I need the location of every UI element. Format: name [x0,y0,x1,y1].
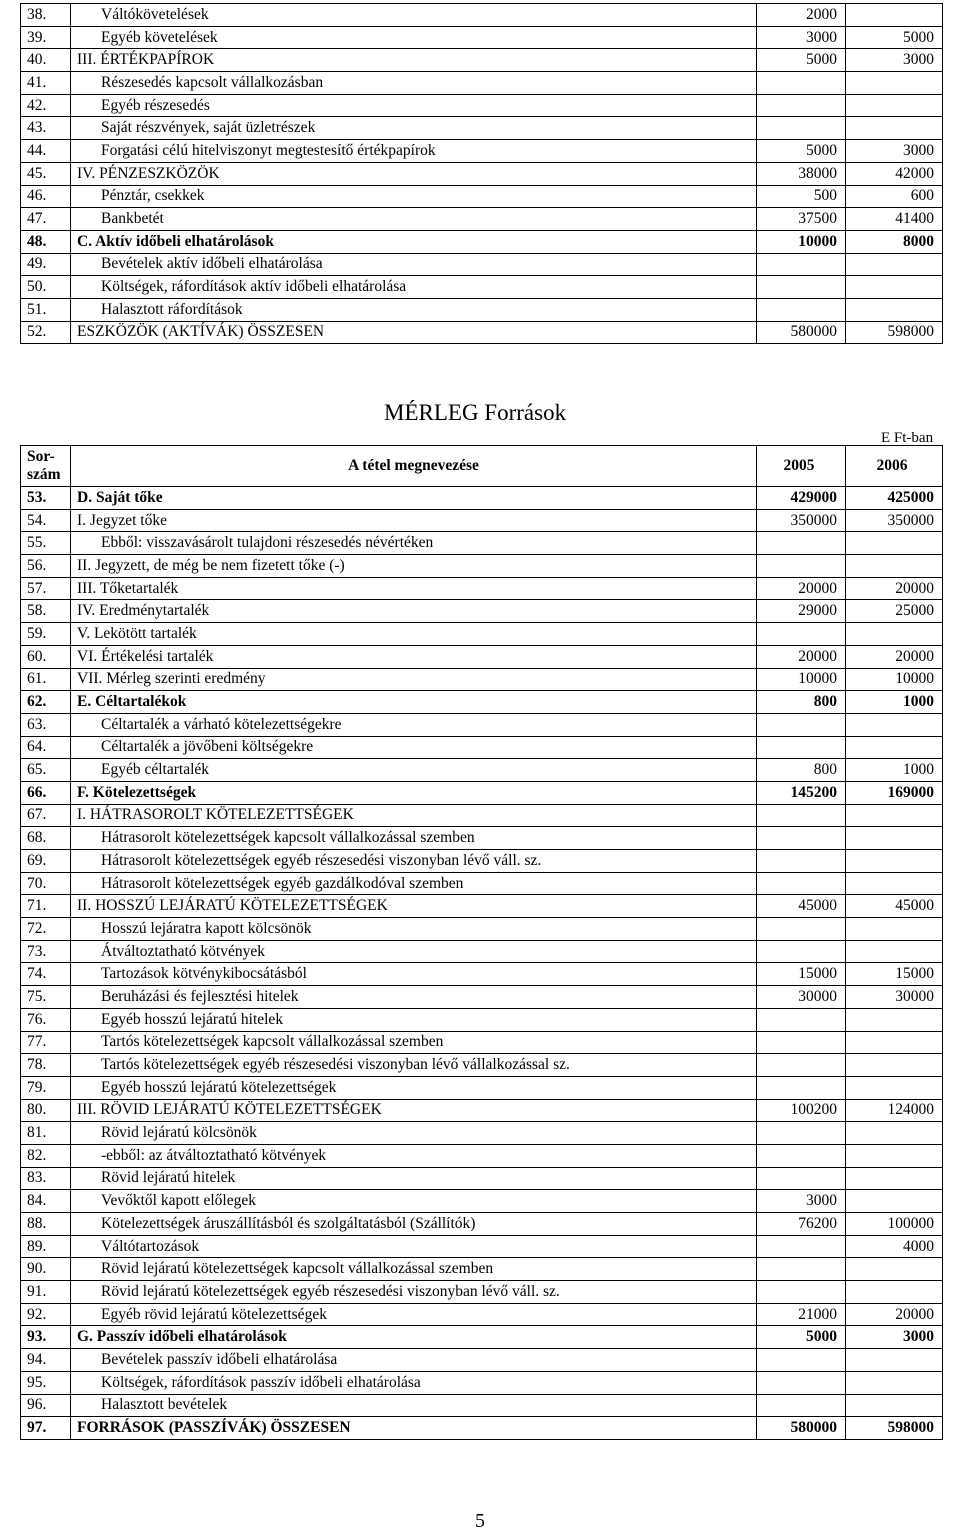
row-value-2005 [757,298,846,321]
row-value-2006: 41400 [846,208,943,231]
row-label: Tartós kötelezettségek egyéb részesedési viszonyban lévő vállalkozással sz. [71,1054,757,1077]
row-value-2006: 30000 [846,986,943,1009]
table-row [21,49,943,72]
row-label: G. Passzív időbeli elhatárolások [71,1326,757,1349]
row-value-2006 [846,713,943,736]
row-value-2006: 598000 [846,321,943,344]
row-value-2006 [846,736,943,759]
header-item-name: A tétel megnevezése [71,446,757,487]
row-label: Céltartalék a várható kötelezettségekre [71,713,757,736]
header-year-1: 2005 [757,446,846,487]
table-row [21,781,943,804]
row-number: 75. [21,986,71,1009]
row-label: F. Kötelezettségek [71,781,757,804]
table-row [21,208,943,231]
row-number: 66. [21,781,71,804]
row-label: Rövid lejáratú hitelek [71,1167,757,1190]
row-value-2005: 29000 [757,600,846,623]
row-value-2005: 45000 [757,895,846,918]
row-value-2005 [757,532,846,555]
row-value-2005: 20000 [757,577,846,600]
table-row [21,1076,943,1099]
row-number: 72. [21,918,71,941]
row-label: Saját részvények, saját üzletrészek [71,117,757,140]
row-value-2005: 5000 [757,140,846,163]
row-value-2005 [757,1349,846,1372]
row-label: Beruházási és fejlesztési hitelek [71,986,757,1009]
row-label: Bevételek passzív időbeli elhatárolása [71,1349,757,1372]
row-value-2005: 145200 [757,781,846,804]
table-row [21,623,943,646]
row-value-2005 [757,804,846,827]
row-label: Átváltoztatható kötvények [71,940,757,963]
row-label: Költségek, ráfordítások aktív időbeli elhatárolása [71,276,757,299]
row-number: 73. [21,940,71,963]
table-row [21,1031,943,1054]
row-value-2005: 580000 [757,1417,846,1440]
table-row [21,1122,943,1145]
row-label: Egyéb rövid lejáratú kötelezettségek [71,1303,757,1326]
row-number: 46. [21,185,71,208]
row-label: Rövid lejáratú kölcsönök [71,1122,757,1145]
row-label: Rövid lejáratú kötelezettségek egyéb részesedési viszonyban lévő váll. sz. [71,1281,757,1304]
table-row [21,736,943,759]
row-number: 47. [21,208,71,231]
row-number: 68. [21,827,71,850]
row-value-2005 [757,1394,846,1417]
row-value-2006 [846,850,943,873]
row-value-2006 [846,940,943,963]
row-value-2006: 15000 [846,963,943,986]
table-row [21,276,943,299]
row-value-2005 [757,736,846,759]
row-number: 50. [21,276,71,299]
table-row [21,1099,943,1122]
row-number: 52. [21,321,71,344]
row-number: 54. [21,509,71,532]
table-row [21,298,943,321]
table-row [21,1349,943,1372]
table-row [21,1281,943,1304]
row-label: C. Aktív időbeli elhatárolások [71,230,757,253]
row-number: 42. [21,94,71,117]
row-value-2006: 598000 [846,1417,943,1440]
row-label: Hátrasorolt kötelezettségek kapcsolt vállalkozással szemben [71,827,757,850]
row-value-2005 [757,555,846,578]
row-value-2006: 4000 [846,1235,943,1258]
row-value-2006: 3000 [846,49,943,72]
row-number: 79. [21,1076,71,1099]
row-number: 49. [21,253,71,276]
row-value-2006: 5000 [846,26,943,49]
row-value-2005: 10000 [757,668,846,691]
row-label: V. Lekötött tartalék [71,623,757,646]
row-label: Bevételek aktív időbeli elhatárolása [71,253,757,276]
table-row [21,555,943,578]
table-row [21,1235,943,1258]
row-label: Váltókövetelések [71,4,757,27]
row-number: 92. [21,1303,71,1326]
row-value-2006 [846,918,943,941]
row-number: 96. [21,1394,71,1417]
row-number: 59. [21,623,71,646]
row-number: 89. [21,1235,71,1258]
table-row [21,4,943,27]
row-number: 76. [21,1008,71,1031]
row-label: VI. Értékelési tartalék [71,645,757,668]
table-row [21,185,943,208]
row-value-2005 [757,94,846,117]
row-value-2005: 580000 [757,321,846,344]
row-value-2006: 1000 [846,759,943,782]
row-value-2006: 8000 [846,230,943,253]
row-value-2005: 800 [757,759,846,782]
row-value-2006: 42000 [846,162,943,185]
row-label: Tartozások kötvénykibocsátásból [71,963,757,986]
row-label: Céltartalék a jövőbeni költségekre [71,736,757,759]
table-row [21,253,943,276]
row-value-2006: 100000 [846,1213,943,1236]
row-label: Költségek, ráfordítások passzív időbeli elhatárolása [71,1371,757,1394]
row-value-2005 [757,1122,846,1145]
row-label: VII. Mérleg szerinti eredmény [71,668,757,691]
row-value-2005 [757,253,846,276]
row-value-2005 [757,1235,846,1258]
row-value-2006 [846,94,943,117]
page-title: MÉRLEG Források [384,400,567,425]
row-value-2006 [846,1144,943,1167]
row-number: 62. [21,691,71,714]
row-value-2005: 429000 [757,487,846,510]
row-number: 97. [21,1417,71,1440]
row-value-2005: 800 [757,691,846,714]
table-row [21,918,943,941]
row-value-2006: 350000 [846,509,943,532]
row-value-2006 [846,555,943,578]
row-number: 65. [21,759,71,782]
row-number: 69. [21,850,71,873]
row-value-2005: 37500 [757,208,846,231]
row-value-2006 [846,532,943,555]
row-value-2005 [757,1258,846,1281]
row-number: 91. [21,1281,71,1304]
table-row [21,1144,943,1167]
row-number: 57. [21,577,71,600]
row-label: Váltótartozások [71,1235,757,1258]
table-row [21,600,943,623]
row-number: 94. [21,1349,71,1372]
row-value-2006 [846,276,943,299]
row-label: Ebből: visszavásárolt tulajdoni részesedés névértéken [71,532,757,555]
row-number: 71. [21,895,71,918]
row-number: 45. [21,162,71,185]
row-number: 44. [21,140,71,163]
row-value-2005: 30000 [757,986,846,1009]
row-value-2005 [757,827,846,850]
table-row [21,140,943,163]
table-row [21,895,943,918]
table-row [21,1326,943,1349]
row-value-2005: 5000 [757,49,846,72]
row-number: 74. [21,963,71,986]
table-row [21,117,943,140]
row-value-2005 [757,1371,846,1394]
row-value-2006: 600 [846,185,943,208]
row-value-2006 [846,1076,943,1099]
row-label: III. Tőketartalék [71,577,757,600]
table-row [21,1190,943,1213]
table-row [21,668,943,691]
row-label: Forgatási célú hitelviszonyt megtestesítő értékpapírok [71,140,757,163]
table-row [21,1394,943,1417]
row-number: 41. [21,72,71,95]
row-label: Bankbetét [71,208,757,231]
row-number: 83. [21,1167,71,1190]
row-value-2005: 100200 [757,1099,846,1122]
row-label: Rövid lejáratú kötelezettségek kapcsolt vállalkozással szemben [71,1258,757,1281]
unit-label: E Ft-ban [881,430,934,446]
row-label: Egyéb céltartalék [71,759,757,782]
row-label: I. HÁTRASOROLT KÖTELEZETTSÉGEK [71,804,757,827]
table-row [21,230,943,253]
row-label: IV. PÉNZESZKÖZÖK [71,162,757,185]
row-value-2006 [846,872,943,895]
row-number: 61. [21,668,71,691]
row-label: Hátrasorolt kötelezettségek egyéb részesedési viszonyban lévő váll. sz. [71,850,757,873]
row-value-2006 [846,117,943,140]
header-year-2: 2006 [846,446,943,487]
row-value-2005: 500 [757,185,846,208]
table-row [21,713,943,736]
row-label: Halasztott bevételek [71,1394,757,1417]
row-number: 39. [21,26,71,49]
row-label: Egyéb követelések [71,26,757,49]
row-number: 51. [21,298,71,321]
row-number: 67. [21,804,71,827]
row-number: 78. [21,1054,71,1077]
row-value-2006 [846,1031,943,1054]
row-value-2006 [846,827,943,850]
row-number: 58. [21,600,71,623]
row-label: Egyéb hosszú lejáratú kötelezettségek [71,1076,757,1099]
row-value-2006: 25000 [846,600,943,623]
row-value-2005: 21000 [757,1303,846,1326]
table-row [21,986,943,1009]
table-row [21,691,943,714]
row-label: Egyéb részesedés [71,94,757,117]
table-row [21,872,943,895]
row-value-2006: 20000 [846,577,943,600]
page-number: 5 [475,1510,485,1532]
row-value-2006 [846,623,943,646]
row-value-2005 [757,1281,846,1304]
table-row [21,827,943,850]
row-label: -ebből: az átváltoztatható kötvények [71,1144,757,1167]
table-row [21,1054,943,1077]
table-row [21,321,943,344]
row-value-2006: 45000 [846,895,943,918]
row-value-2006 [846,1349,943,1372]
row-number: 38. [21,4,71,27]
row-value-2006: 1000 [846,691,943,714]
row-label: ESZKÖZÖK (AKTÍVÁK) ÖSSZESEN [71,321,757,344]
row-value-2006 [846,1190,943,1213]
row-label: III. RÖVID LEJÁRATÚ KÖTELEZETTSÉGEK [71,1099,757,1122]
row-value-2005: 20000 [757,645,846,668]
row-label: FORRÁSOK (PASSZÍVÁK) ÖSSZESEN [71,1417,757,1440]
table-row [21,487,943,510]
row-value-2005: 15000 [757,963,846,986]
row-label: Hátrasorolt kötelezettségek egyéb gazdálkodóval szemben [71,872,757,895]
row-number: 82. [21,1144,71,1167]
row-value-2006: 20000 [846,645,943,668]
row-value-2005 [757,117,846,140]
row-number: 64. [21,736,71,759]
row-value-2005 [757,72,846,95]
row-value-2006 [846,1371,943,1394]
table-row [21,1371,943,1394]
table-row [21,1008,943,1031]
row-value-2005: 3000 [757,1190,846,1213]
row-value-2005: 2000 [757,4,846,27]
row-value-2006 [846,1167,943,1190]
row-number: 84. [21,1190,71,1213]
row-value-2005 [757,623,846,646]
table-row [21,72,943,95]
row-number: 93. [21,1326,71,1349]
row-value-2005: 38000 [757,162,846,185]
row-value-2005 [757,1008,846,1031]
row-number: 95. [21,1371,71,1394]
table-row [21,963,943,986]
row-value-2005: 76200 [757,1213,846,1236]
row-value-2006: 3000 [846,140,943,163]
row-number: 63. [21,713,71,736]
table-row [21,1303,943,1326]
table-row [21,1213,943,1236]
row-value-2006: 20000 [846,1303,943,1326]
table-row [21,94,943,117]
row-value-2005 [757,872,846,895]
row-value-2005: 3000 [757,26,846,49]
table-row [21,577,943,600]
row-label: III. ÉRTÉKPAPÍROK [71,49,757,72]
liabilities-table [20,445,943,1440]
row-value-2006 [846,1008,943,1031]
row-number: 55. [21,532,71,555]
row-label: Halasztott ráfordítások [71,298,757,321]
row-number: 88. [21,1213,71,1236]
row-value-2006: 10000 [846,668,943,691]
row-number: 48. [21,230,71,253]
row-number: 70. [21,872,71,895]
row-value-2006 [846,72,943,95]
table-row [21,162,943,185]
table-row [21,759,943,782]
row-value-2005 [757,1144,846,1167]
row-label: Egyéb hosszú lejáratú hitelek [71,1008,757,1031]
row-label: Vevőktől kapott előlegek [71,1190,757,1213]
row-value-2005: 5000 [757,1326,846,1349]
table-row [21,26,943,49]
table-row [21,509,943,532]
row-value-2005 [757,1076,846,1099]
row-number: 90. [21,1258,71,1281]
row-label: Kötelezettségek áruszállításból és szolgáltatásból (Szállítók) [71,1213,757,1236]
row-value-2006 [846,298,943,321]
row-label: Hosszú lejáratra kapott kölcsönök [71,918,757,941]
row-value-2005: 350000 [757,509,846,532]
row-label: Pénztár, csekkek [71,185,757,208]
row-number: 80. [21,1099,71,1122]
assets-table [20,3,943,344]
row-value-2006: 425000 [846,487,943,510]
table-header [21,446,943,487]
row-label: II. HOSSZÚ LEJÁRATÚ KÖTELEZETTSÉGEK [71,895,757,918]
row-value-2005 [757,713,846,736]
row-number: 40. [21,49,71,72]
row-value-2005 [757,918,846,941]
table-row [21,1167,943,1190]
table-row [21,850,943,873]
row-number: 81. [21,1122,71,1145]
row-label: E. Céltartalékok [71,691,757,714]
row-value-2006 [846,253,943,276]
row-label: IV. Eredménytartalék [71,600,757,623]
row-number: 53. [21,487,71,510]
row-value-2005 [757,940,846,963]
row-value-2006: 169000 [846,781,943,804]
table-row [21,940,943,963]
table-row [21,1258,943,1281]
row-label: II. Jegyzett, de még be nem fizetett tőke (-) [71,555,757,578]
row-value-2005: 10000 [757,230,846,253]
row-label: Részesedés kapcsolt vállalkozásban [71,72,757,95]
row-value-2006 [846,1394,943,1417]
row-number: 60. [21,645,71,668]
table-row [21,1417,943,1440]
row-value-2006 [846,1054,943,1077]
row-value-2005 [757,1054,846,1077]
row-number: 77. [21,1031,71,1054]
row-value-2006 [846,1281,943,1304]
row-value-2005 [757,1031,846,1054]
row-number: 43. [21,117,71,140]
table-row [21,804,943,827]
row-value-2006: 124000 [846,1099,943,1122]
row-value-2006: 3000 [846,1326,943,1349]
row-value-2005 [757,1167,846,1190]
table-row [21,645,943,668]
row-value-2006 [846,1122,943,1145]
row-value-2006 [846,4,943,27]
row-value-2006 [846,1258,943,1281]
row-value-2005 [757,276,846,299]
row-number: 56. [21,555,71,578]
row-label: D. Saját tőke [71,487,757,510]
table-row [21,532,943,555]
row-value-2006 [846,804,943,827]
row-value-2005 [757,850,846,873]
header-serial: Sor- szám [21,446,71,487]
row-label: I. Jegyzet tőke [71,509,757,532]
row-label: Tartós kötelezettségek kapcsolt vállalkozással szemben [71,1031,757,1054]
